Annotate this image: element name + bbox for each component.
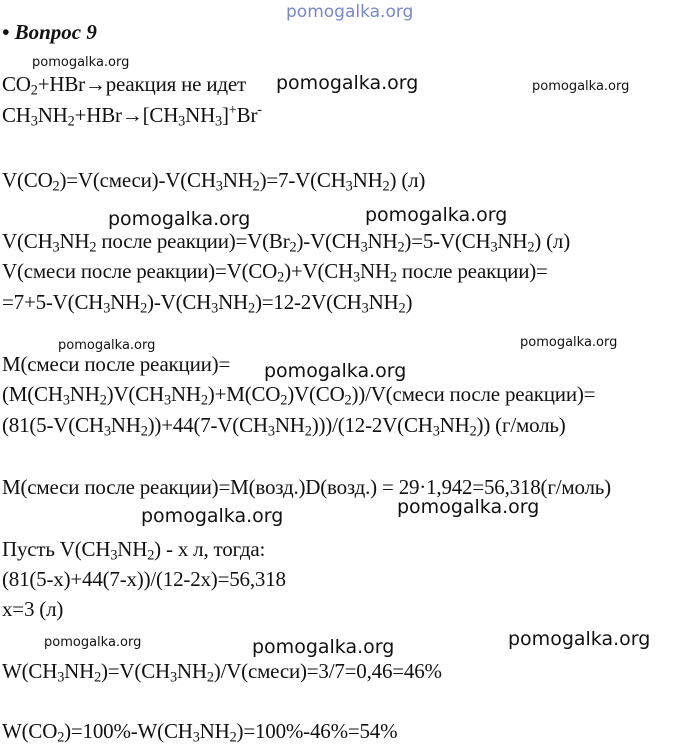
watermark: pomogalka.org xyxy=(44,635,142,650)
solution-line-5: V(смеси после $реакции)=V(CO_2)+V(CH_3NH_2$ после реакции)= xyxy=(2,259,548,286)
watermark: pomogalka.org xyxy=(532,79,630,94)
solution-line-3: $V(CO_2)=V(смеси)-V(CH_3NH_2)=7-V(CH_3NH_2)$ (л) xyxy=(2,168,426,195)
watermark-top: pomogalka.org xyxy=(286,2,414,22)
solution-line-15: $W(CO_2)=100\%-W(CH_3NH_2)=100\%-46\%=54\%$ xyxy=(2,719,398,746)
watermark: pomogalka.org xyxy=(58,338,156,353)
solution-line-4: $V(CH_3NH_2$ после $реакции)=V(Br_2)-V(CH_3NH_2)=5-V(CH_3NH_2)$ (л) xyxy=(2,229,571,256)
watermark: pomogalka.org xyxy=(520,335,618,350)
watermark: pomogalka.org xyxy=(252,636,395,658)
watermark: pomogalka.org xyxy=(108,208,251,230)
solution-line-1: $CO_2+HBr\to реакция$ не идет xyxy=(2,72,246,99)
solution-line-6: $=7+5-V(CH_3NH_2)-V(CH_3NH_2)=12-2V(CH_3NH_2)$ xyxy=(2,290,413,317)
watermark: pomogalka.org xyxy=(264,360,407,382)
watermark: pomogalka.org xyxy=(141,505,284,527)
solution-line-9: $(81(5-V(CH_3NH_2))+44(7-V(CH_3NH_2)))/(12-2V(CH_3NH_2))$ (г/моль) xyxy=(2,413,566,440)
solution-line-2: $CH_3NH_2+HBr\to[CH_3NH_3]^+Br^-$ xyxy=(2,102,262,130)
watermark: pomogalka.org xyxy=(32,55,130,70)
solution-line-12: (81(5-x)+44(7-x))/(12-2x)=56,318 xyxy=(2,567,286,591)
solution-line-14: $W(CH_3NH_2)=V(CH_3NH_2)/V(смеси)=3/7=0,46=46\%$ xyxy=(2,659,442,686)
watermark: pomogalka.org xyxy=(508,628,651,650)
solution-line-11: Пусть $V(CH_3NH_2)$ - x л, тогда: xyxy=(2,537,266,564)
solution-line-8: $(M(CH_3NH_2)V(CH_3NH_2)+M(CO_2)V(CO_2))/V(смеси$ после реакции)= xyxy=(2,382,596,409)
solution-line-7: M(смеси после реакции)= xyxy=(2,352,231,376)
solution-line-10: M(смеси после реакции)=M(возд.)D(возд.) = 29·1,942=56,318(г/моль) xyxy=(2,475,611,499)
watermark: pomogalka.org xyxy=(397,496,540,518)
watermark: pomogalka.org xyxy=(365,204,508,226)
question-heading: • Вопрос 9 xyxy=(2,20,97,44)
solution-line-13: x=3 (л) xyxy=(2,597,64,621)
watermark: pomogalka.org xyxy=(276,72,419,94)
